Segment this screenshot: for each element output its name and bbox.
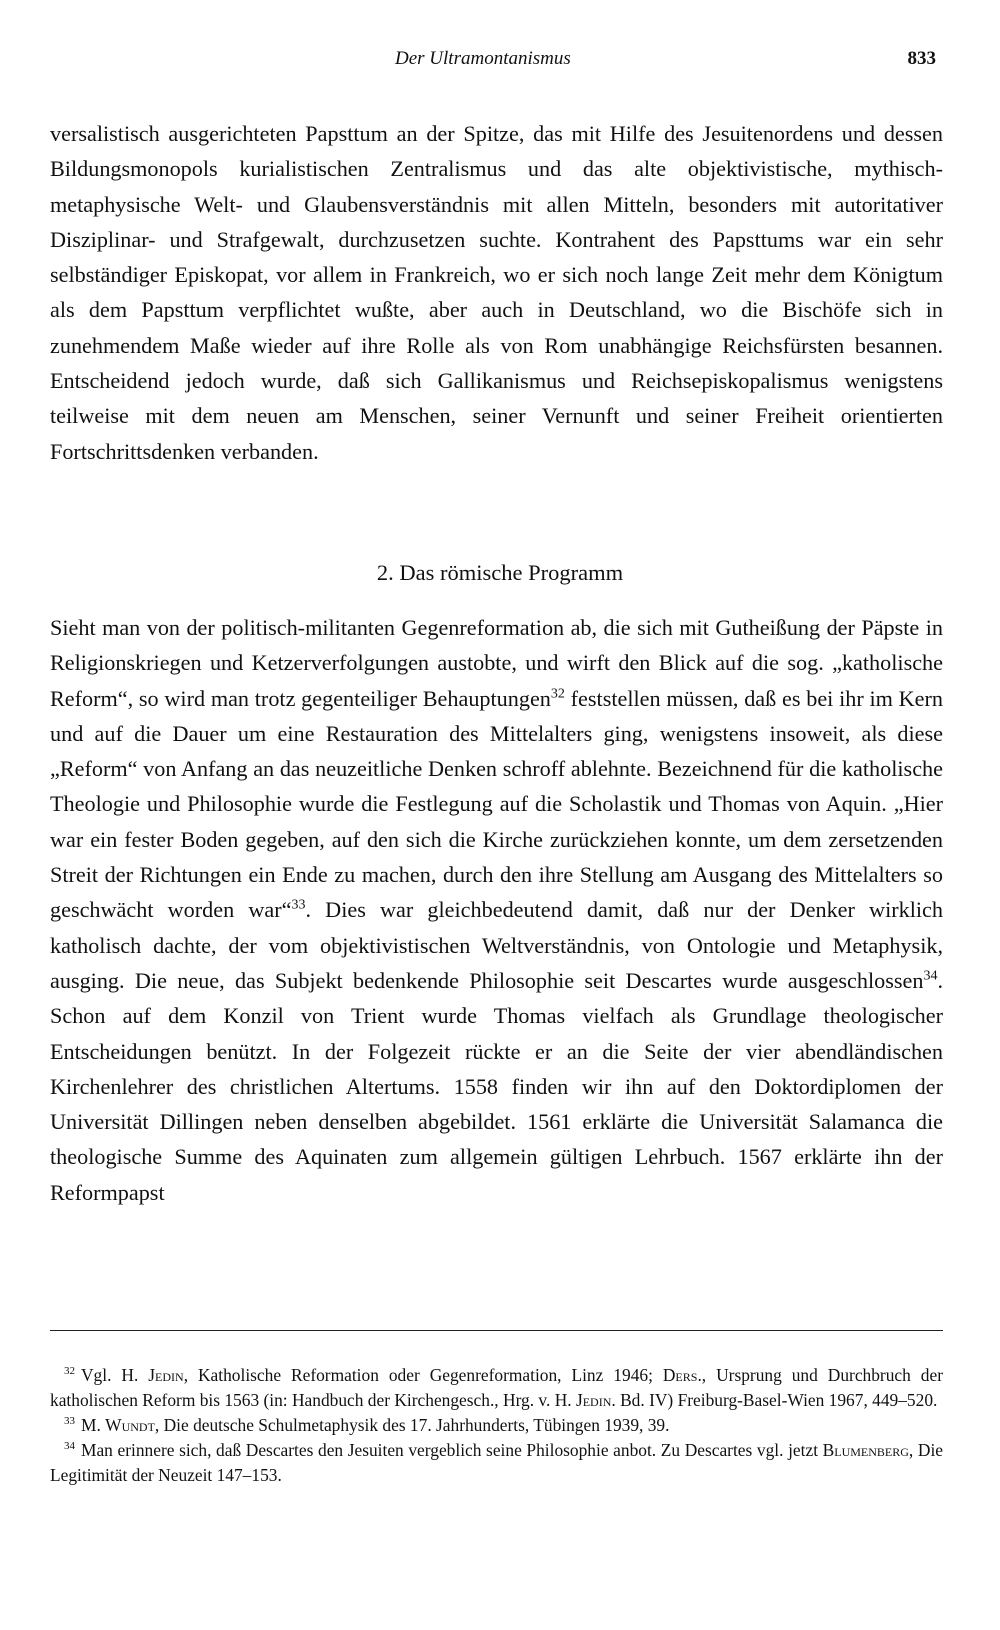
body-paragraph-2 — [50, 610, 943, 1210]
author-name: Blumenberg — [822, 1440, 909, 1460]
author-name: Jedin — [575, 1390, 612, 1410]
footnote-text: , Ursprung und Durchbruch der katholischen Reform bis 1563 (in: Handbuch der Kirchengesch., Hrg. v. H. — [50, 1365, 943, 1410]
footnote-ref-32[interactable]: 32 — [550, 686, 565, 702]
page-header — [0, 48, 1000, 78]
section-heading: 2. Das römische Programm — [376, 560, 624, 585]
footnote-33 — [50, 1413, 943, 1438]
paragraph-text: feststellen müssen, daß es bei ihr im Kern und auf die Dauer um eine Restauration des Mittelalters ging, wenigstens insoweit, als diese „Reform“ von Anfang an das neuzeitliche Denken schroff ablehnte. Bezeichnend für die katholische Theologie und Philosophie wurde die Festlegung auf die Scholastik und Thomas von Aquin. „Hier war ein fester Boden gegeben, auf den sich die Kirche zurückziehen konnte, um dem zersetzenden Streit der Richtungen ein Ende zu machen, durch den ihre Stellung am Ausgang des Mittelalters so geschwächt worden war“ — [50, 685, 944, 923]
paragraph-text: Sieht man von der politisch-militanten Gegenreformation ab, die sich mit Gutheißung der Päpste in Religionskriegen und Ketzerverfolgungen austobte, und wirft den Blick auf die sog. „katholische Reform“, so wird man trotz gegenteiliger Behauptungen — [50, 615, 943, 711]
page-number: 833 — [907, 48, 936, 69]
author-name: Wundt — [105, 1415, 155, 1435]
footnote-text: Vgl. H. — [81, 1365, 149, 1385]
footnote-text: , Katholische Reformation oder Gegenreformation, Linz 1946; — [183, 1365, 663, 1385]
footnote-ref-34[interactable]: 34 — [923, 968, 938, 984]
footnote-ref-33[interactable]: 33 — [291, 897, 306, 913]
footnote-divider — [50, 1330, 943, 1331]
footnotes — [50, 1363, 943, 1488]
footnote-text: . Bd. IV) Freiburg-Basel-Wien 1967, 449–520. — [611, 1390, 938, 1410]
footnote-32 — [50, 1363, 943, 1413]
footnote-text: , Die deutsche Schulmetaphysik des 17. Jahrhunderts, Tübingen 1939, 39. — [154, 1415, 670, 1435]
running-title: Der Ultramontanismus — [395, 48, 571, 69]
footnote-34 — [50, 1438, 943, 1488]
footnote-text: M. — [81, 1415, 106, 1435]
footnote-text: , Die Legitimität der Neuzeit 147–153. — [50, 1440, 943, 1485]
author-name: Ders. — [662, 1365, 702, 1385]
footnote-number: 34 — [64, 1440, 75, 1453]
footnote-number: 32 — [64, 1365, 75, 1378]
paragraph-text: . Dies war gleichbedeutend damit, daß nur der Denker wirklich katholisch dachte, der vom objektivistischen Weltverständnis, von Ontologie und Metaphysik, ausging. Die neue, das Subjekt bedenkende Philosophie seit Descartes wurde ausgeschlossen — [50, 897, 943, 993]
footnote-text: Man erinnere sich, daß Descartes den Jesuiten vergeblich seine Philosophie anbot. Zu Descartes vgl. jetzt — [81, 1440, 823, 1460]
author-name: Jedin — [148, 1365, 184, 1385]
footnote-number: 33 — [64, 1415, 75, 1428]
body-paragraph-1: versalistisch ausgerichteten Papsttum an der Spitze, das mit Hilfe des Jesuitenordens und dessen Bildungsmonopols kurialistischen Zentralismus und das alte objektivistische, mythisch-metaphysische Welt- und Glaubensverständnis mit allen Mitteln, besonders mit autoritativer Disziplinar- und Strafgewalt, durchzusetzen suchte. Kontrahent des Papsttums war ein sehr selbständiger Episkopat, vor allem in Frankreich, wo er sich noch lange Zeit mehr dem Königtum als dem Papsttum verpflichtet wußte, aber auch in Deutschland, wo die Bischöfe sich in zunehmendem Maße wieder auf ihre Rolle als von Rom unabhängige Reichsfürsten besannen. Entscheidend jedoch wurde, daß sich Gallikanismus und Reichsepiskopalismus wenigstens teilweise mit dem neuen am Menschen, seiner Vernunft und seiner Freiheit orientierten Fortschrittsdenken verbanden. — [50, 121, 943, 464]
paragraph-text: . Schon auf dem Konzil von Trient wurde Thomas vielfach als Grundlage theologischer Entscheidungen benützt. In der Folgezeit rückte er an die Seite der vier abendländischen Kirchenlehrer des christlichen Altertums. 1558 finden wir ihn auf den Doktordiplomen der Universität Dillingen neben denselben abgebildet. 1561 erklärte die Universität Salamanca die theologische Summe des Aquinaten zum allgemein gültigen Lehrbuch. 1567 erklärte ihn der Reformpapst — [50, 967, 943, 1205]
